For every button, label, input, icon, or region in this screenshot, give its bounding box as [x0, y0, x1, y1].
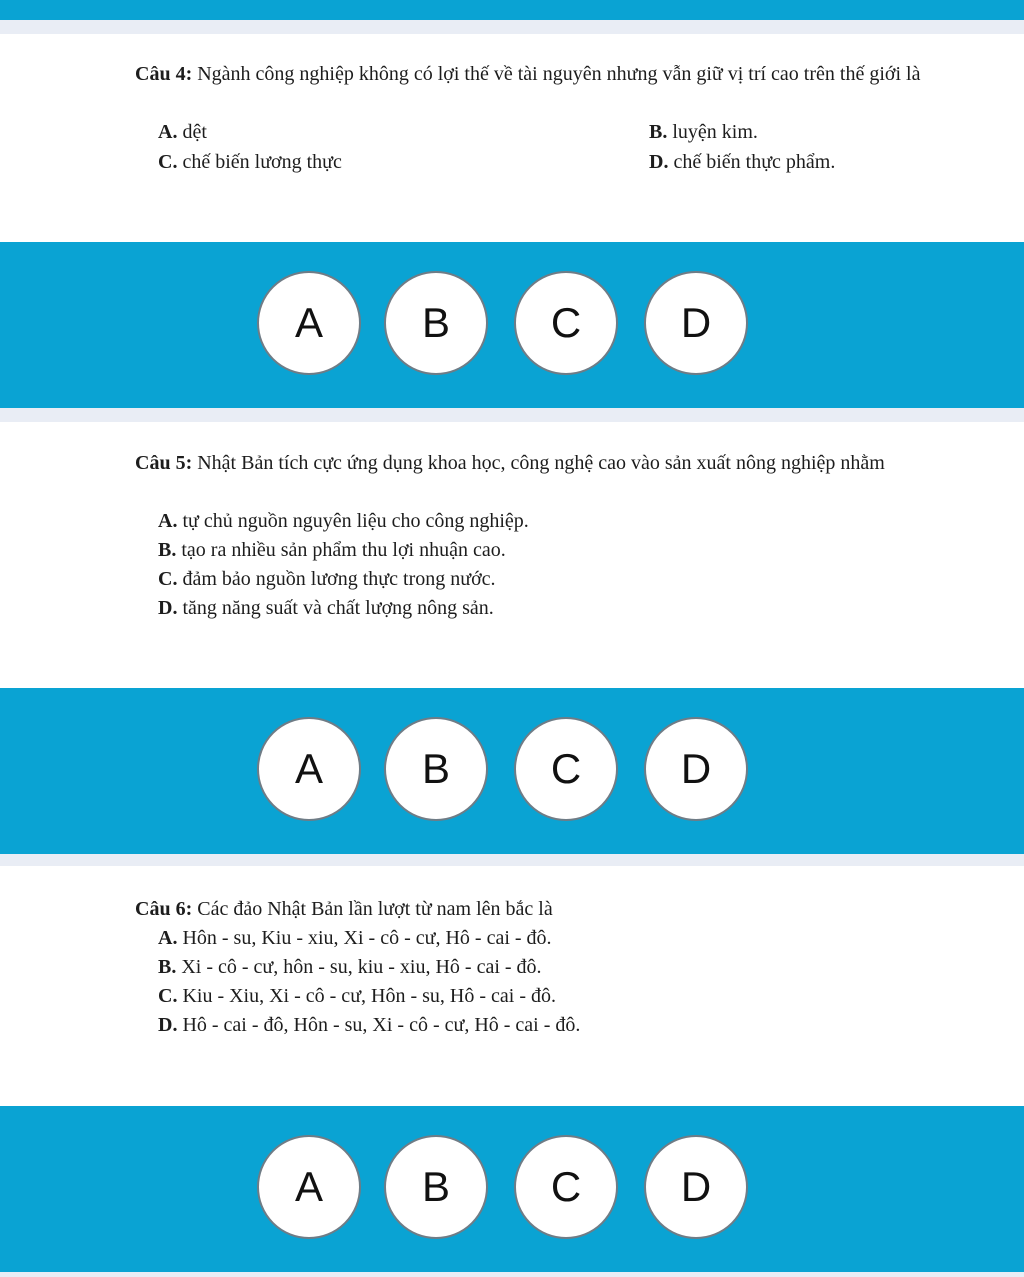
answer-c-button[interactable]: C — [514, 717, 618, 821]
question-body: Các đảo Nhật Bản lần lượt từ nam lên bắc là — [192, 898, 553, 920]
option-d: D. chế biến thực phẩm. — [649, 151, 836, 173]
option-b: B. luyện kim. — [649, 121, 758, 143]
answer-b-button[interactable]: B — [384, 271, 488, 375]
question-text — [135, 451, 955, 476]
question-body: Nhật Bản tích cực ứng dụng khoa học, công nghệ cao vào sản xuất nông nghiệp nhằm — [192, 452, 885, 474]
question-text — [135, 897, 955, 922]
question-card-6 — [0, 866, 1024, 1106]
answer-a-button[interactable]: A — [257, 271, 361, 375]
question-number: Câu 6: — [135, 898, 193, 920]
option-d: D. Hô - cai - đô, Hôn - su, Xi - cô - cư, Hô - cai - đô. — [158, 1014, 581, 1036]
option-a: A. tự chủ nguồn nguyên liệu cho công nghiệp. — [158, 510, 529, 532]
option-a: A. Hôn - su, Kiu - xiu, Xi - cô - cư, Hô - cai - đô. — [158, 927, 552, 949]
option-b: B. tạo ra nhiều sản phẩm thu lợi nhuận cao. — [158, 539, 506, 561]
answer-b-button[interactable]: B — [384, 717, 488, 821]
answer-band-4 — [0, 242, 1024, 408]
option-d: D. tăng năng suất và chất lượng nông sản. — [158, 597, 494, 619]
question-body: Ngành công nghiệp không có lợi thế về tài nguyên nhưng vẫn giữ vị trí cao trên thế giới là — [192, 63, 921, 85]
answer-band-5 — [0, 688, 1024, 854]
answer-band-6 — [0, 1106, 1024, 1272]
answer-b-button[interactable]: B — [384, 1135, 488, 1239]
question-text — [135, 62, 955, 87]
answer-d-button[interactable]: D — [644, 1135, 748, 1239]
answer-c-button[interactable]: C — [514, 1135, 618, 1239]
option-c: C. chế biến lương thực — [158, 151, 342, 173]
question-card-5 — [0, 422, 1024, 688]
option-a: A. dệt — [158, 121, 207, 143]
question-number: Câu 4: — [135, 63, 193, 85]
answer-d-button[interactable]: D — [644, 717, 748, 821]
question-number: Câu 5: — [135, 452, 193, 474]
top-band — [0, 0, 1024, 20]
option-b: B. Xi - cô - cư, hôn - su, kiu - xiu, Hô - cai - đô. — [158, 956, 542, 978]
answer-c-button[interactable]: C — [514, 271, 618, 375]
answer-a-button[interactable]: A — [257, 717, 361, 821]
answer-d-button[interactable]: D — [644, 271, 748, 375]
answer-a-button[interactable]: A — [257, 1135, 361, 1239]
question-card-4 — [0, 34, 1024, 242]
option-c: C. đảm bảo nguồn lương thực trong nước. — [158, 568, 496, 590]
option-c: C. Kiu - Xiu, Xi - cô - cư, Hôn - su, Hô - cai - đô. — [158, 985, 556, 1007]
